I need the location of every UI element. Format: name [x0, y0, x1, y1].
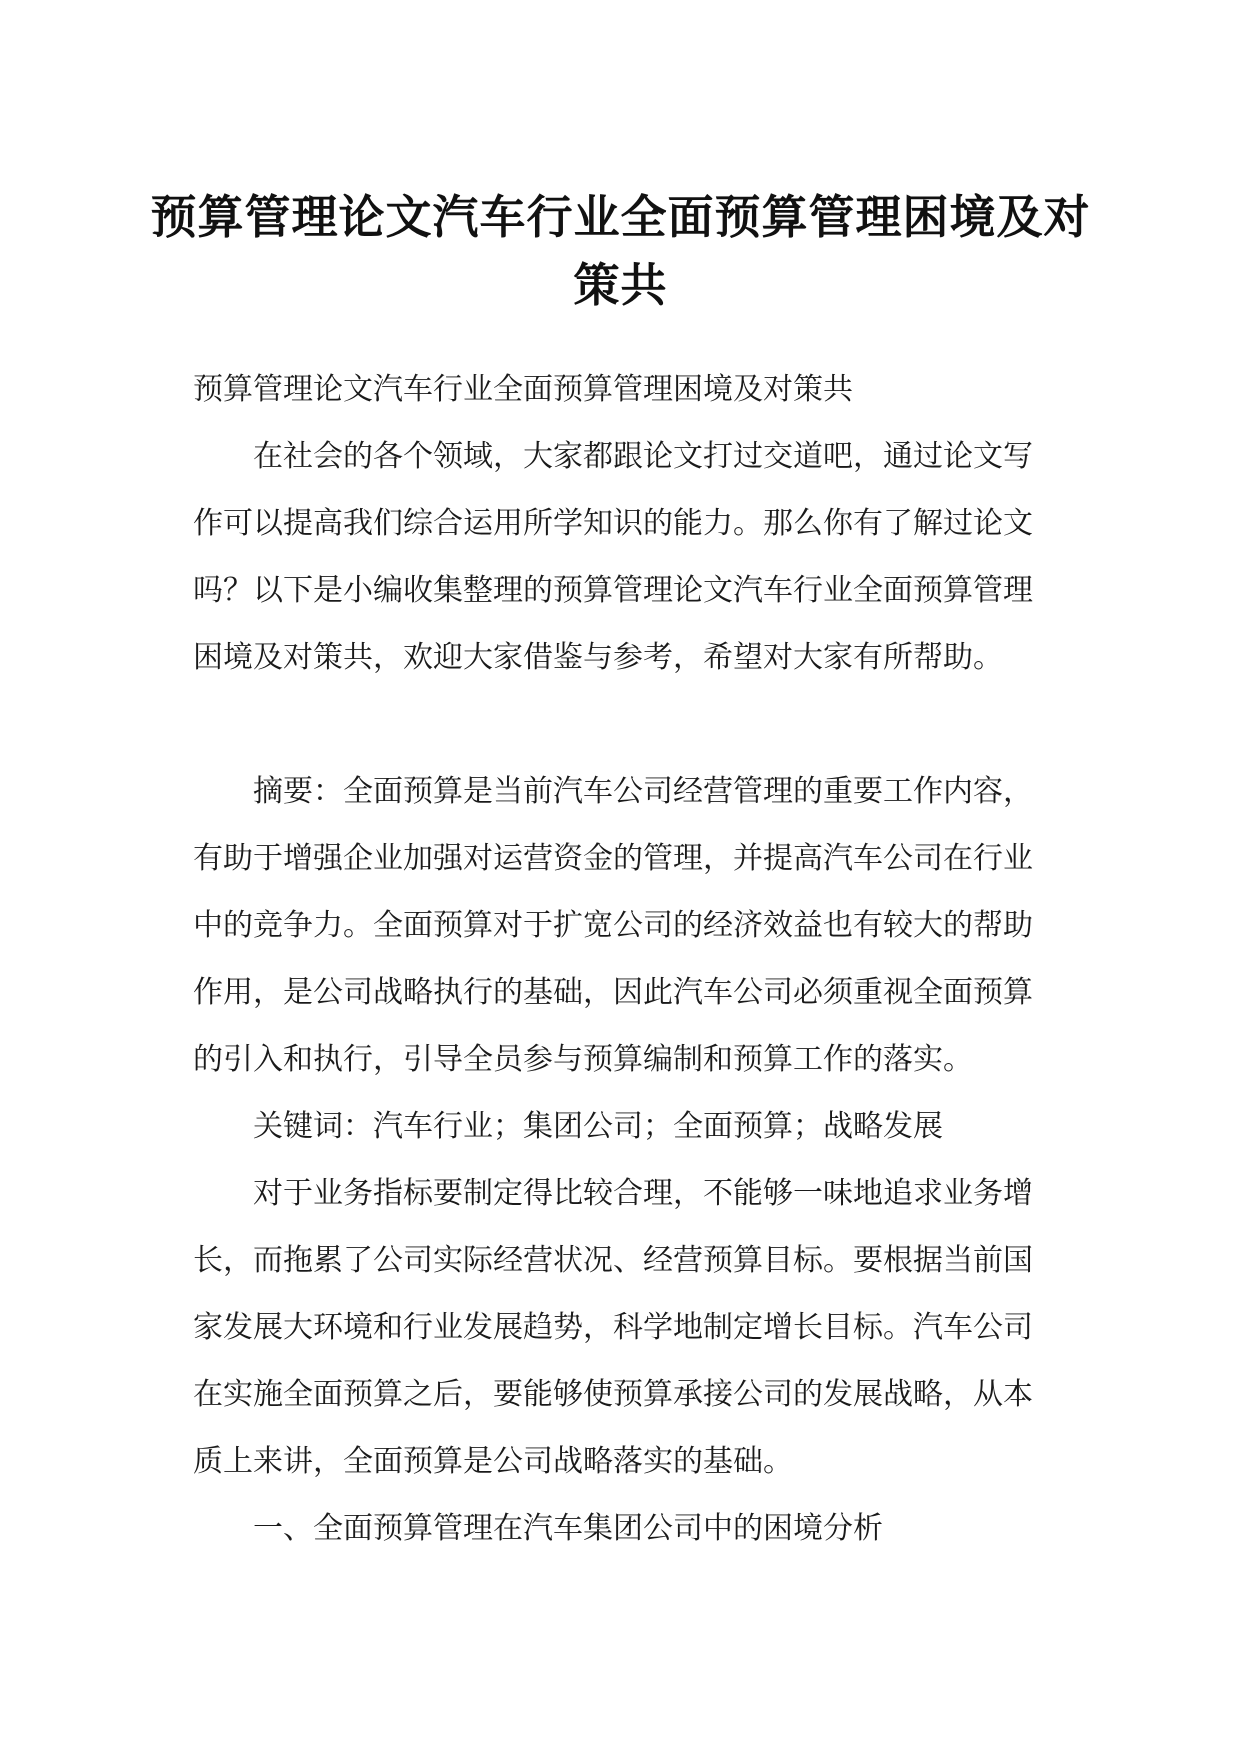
- keywords-paragraph: 关键词：汽车行业；集团公司；全面预算；战略发展: [253, 1109, 943, 1144]
- subtitle-line: 预算管理论文汽车行业全面预算管理困境及对策共: [193, 372, 853, 407]
- document-title: 预算管理论文汽车行业全面预算管理困境及对策共: [150, 189, 1091, 312]
- abstract-paragraph: 摘要：全面预算是当前汽车公司经营管理的重要工作内容，有助于增强企业加强对运营资金的管理，并提高汽车公司在行业中的竞争力。全面预算对于扩宽公司的经济效益也有较大的帮助作用，是公司战略执行的基础，因此汽车公司必须重视全面预算的引入和执行，引导全员参与预算编制和预算工作的落实。: [193, 774, 1033, 1077]
- document-body: [193, 356, 1049, 1562]
- body-paragraph: 对于业务指标要制定得比较合理，不能够一味地追求业务增长，而拖累了公司实际经营状况、经营预算目标。要根据当前国家发展大环境和行业发展趋势，科学地制定增长目标。汽车公司在实施全面预算之后，要能够使预算承接公司的发展战略，从本质上来讲，全面预算是公司战略落实的基础。: [193, 1176, 1033, 1479]
- paragraph-spacer: [193, 691, 1049, 758]
- section-heading: 一、全面预算管理在汽车集团公司中的困境分析: [253, 1511, 883, 1546]
- intro-paragraph: 在社会的各个领域，大家都跟论文打过交道吧，通过论文写作可以提高我们综合运用所学知识的能力。那么你有了解过论文吗？以下是小编收集整理的预算管理论文汽车行业全面预算管理困境及对策共，欢迎大家借鉴与参考，希望对大家有所帮助。: [193, 439, 1033, 675]
